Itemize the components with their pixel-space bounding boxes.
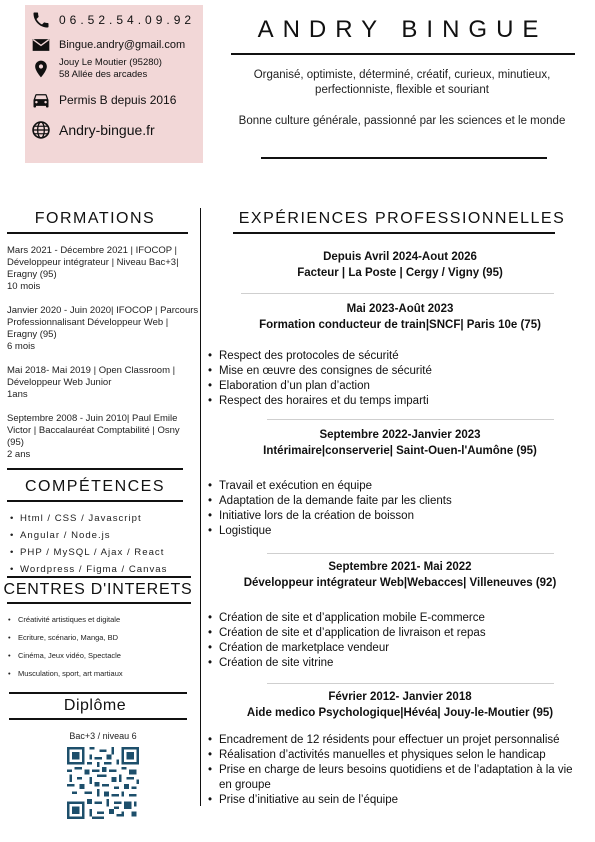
- job-dates: Février 2012- Janvier 2018: [328, 691, 472, 703]
- contact-email-row: [31, 35, 185, 55]
- location-pin-icon: [31, 59, 51, 79]
- job-dates: Mai 2023-Août 2023: [346, 303, 454, 315]
- job-task: • Encadrement de 12 résidents pour effectuer un projet personnalisé: [208, 733, 580, 748]
- bio-divider: [261, 157, 547, 159]
- job-role: Formation conducteur de train|SNCF| Paris 10e (75): [259, 319, 541, 331]
- skills-list: [10, 510, 167, 578]
- job-task: • Création de site vitrine: [208, 656, 583, 671]
- column-divider: [200, 208, 201, 806]
- diplome-divider: [9, 718, 187, 720]
- contact-address-row: [31, 57, 162, 81]
- job-tasks: [208, 349, 583, 409]
- job-header: [215, 689, 585, 721]
- skill-item: • Html / CSS / Javascript: [10, 510, 167, 527]
- formation-entry: Septembre 2008 - Juin 2010| Paul Emile Victor | Baccalauréat Comptabilité | Osny (95) 2 ans: [7, 413, 180, 460]
- job-dates: Septembre 2021- Mai 2022: [328, 561, 472, 573]
- job-task: • Mise en œuvre des consignes de sécurité: [208, 364, 583, 379]
- formation-entry: Mai 2018- Mai 2019 | Open Classroom | Développeur Web Junior 1ans: [7, 365, 176, 400]
- email-icon: [31, 35, 51, 55]
- competences-heading: COMPÉTENCES: [24, 478, 166, 495]
- formation-entry: Janvier 2020 - Juin 2020| IFOCOP | Parcours Professionnalisant Développeur Web | Eragny (95) 6 mois: [7, 305, 199, 352]
- job-task: • Logistique: [208, 524, 583, 539]
- experiences-divider: [233, 232, 555, 234]
- bio-traits: Organisé, optimiste, déterminé, créatif, curieux, minutieux, perfectionniste, flexible et souriant: [253, 69, 551, 96]
- job-role: Développeur intégrateur Web|Webacces| Villeneuves (92): [243, 577, 557, 589]
- interest-item: • Cinéma, Jeux vidéo, Spectacle: [8, 647, 123, 665]
- job-dates: Septembre 2022-Janvier 2023: [319, 429, 481, 441]
- job-task: • Adaptation de la demande faite par les clients: [208, 494, 583, 509]
- contact-website-row: [31, 120, 155, 140]
- job-role: Facteur | La Poste | Cergy / Vigny (95): [297, 267, 503, 279]
- contact-box: [25, 5, 203, 163]
- interests-list: [8, 611, 123, 683]
- interets-top-divider: [7, 576, 191, 578]
- job-dates: Depuis Avril 2024-Aout 2026: [323, 251, 477, 263]
- job-task: • Prise en charge de leurs besoins quotidiens et de l’adaptation à la vie en groupe: [208, 763, 580, 793]
- skill-item: • Angular / Node.js: [10, 527, 167, 544]
- job-role: Aide medico Psychologique|Hévéa| Jouy-le-Moutier (95): [246, 707, 554, 719]
- name-divider: [231, 53, 575, 55]
- qr-code-icon[interactable]: [67, 747, 139, 819]
- experiences-heading: EXPÉRIENCES PROFESSIONNELLES: [238, 210, 566, 227]
- job-header: [215, 249, 585, 281]
- competences-divider: [7, 500, 183, 502]
- skill-item: • PHP / MySQL / Ajax / React: [10, 544, 167, 561]
- diplome-heading: Diplôme: [63, 697, 127, 714]
- job-separator: [241, 293, 554, 294]
- bio-culture: Bonne culture générale, passionné par les sciences et le monde: [238, 115, 566, 127]
- job-separator: [267, 419, 554, 420]
- job-task: • Prise d’initiative au sein de l’équipe: [208, 793, 580, 808]
- job-task: • Création de site et d’application mobile E-commerce: [208, 611, 583, 626]
- diplome-top-divider: [9, 692, 187, 694]
- contact-license-row: [31, 90, 176, 110]
- job-task: • Création de marketplace vendeur: [208, 641, 583, 656]
- contact-email[interactable]: Bingue.andry@gmail.com: [59, 39, 186, 51]
- job-header: [215, 301, 585, 333]
- interets-divider: [7, 602, 191, 604]
- job-tasks: [208, 611, 583, 671]
- job-tasks: [208, 479, 583, 539]
- job-header: [215, 559, 585, 591]
- contact-website[interactable]: Andry-bingue.fr: [59, 122, 155, 138]
- skill-item: • Wordpress / Figma / Canvas: [10, 561, 167, 578]
- contact-license: Permis B depuis 2016: [59, 93, 177, 107]
- job-separator: [267, 553, 554, 554]
- job-task: • Respect des protocoles de sécurité: [208, 349, 583, 364]
- job-tasks: [208, 733, 580, 808]
- interest-item: • Musculation, sport, art martiaux: [8, 665, 123, 683]
- job-task: • Création de site et d’application de livraison et repas: [208, 626, 583, 641]
- diplome-level: Bac+3 / niveau 6: [69, 731, 137, 741]
- globe-icon: [31, 120, 51, 140]
- job-task: • Réalisation d’activités manuelles et physiques selon le handicap: [208, 748, 580, 763]
- job-role: Intérimaire|conserverie| Saint-Ouen-l'Aumône (95): [263, 445, 537, 457]
- formations-divider: [7, 232, 188, 234]
- job-task: • Elaboration d’un plan d’action: [208, 379, 583, 394]
- job-header: [215, 427, 585, 459]
- formation-entry: Mars 2021 - Décembre 2021 | IFOCOP | Développeur intégrateur | Niveau Bac+3| Eragny (95) 10 mois: [7, 245, 179, 292]
- candidate-name: ANDRY BINGUE: [257, 16, 548, 43]
- job-task: • Initiative lors de la création de boisson: [208, 509, 583, 524]
- job-task: • Respect des horaires et du temps imparti: [208, 394, 583, 409]
- interest-item: • Créativité artistiques et digitale: [8, 611, 123, 629]
- contact-phone-row: [31, 10, 195, 30]
- job-task: • Travail et exécution en équipe: [208, 479, 583, 494]
- interets-heading: CENTRES D'INTERETS: [3, 581, 193, 598]
- car-icon: [31, 90, 51, 110]
- contact-address-line1: Jouy Le Moutier (95280): [59, 57, 162, 68]
- formations-heading: FORMATIONS: [34, 210, 156, 227]
- job-separator: [267, 683, 554, 684]
- competences-top-divider: [7, 468, 183, 470]
- contact-phone[interactable]: 06.52.54.09.92: [59, 13, 196, 27]
- interest-item: • Ecriture, scénario, Manga, BD: [8, 629, 123, 647]
- contact-address-line2: 58 Allée des arcades: [59, 69, 148, 80]
- phone-icon: [31, 10, 51, 30]
